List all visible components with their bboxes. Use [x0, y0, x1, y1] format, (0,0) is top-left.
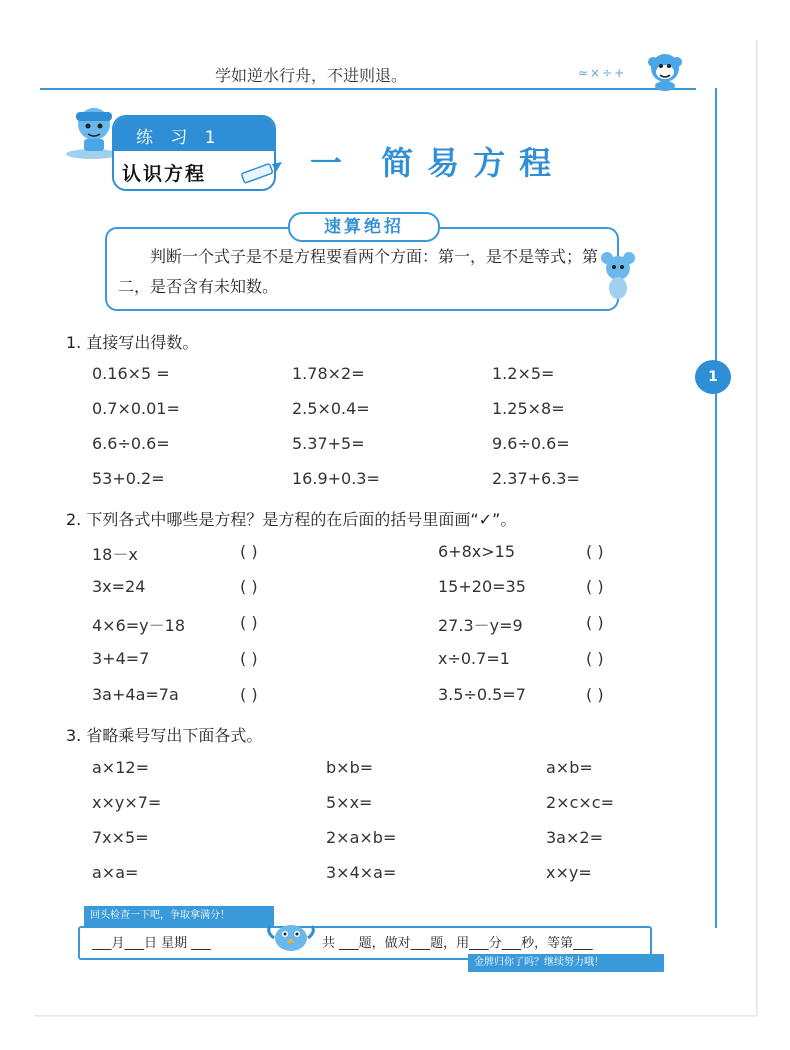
- q3-item: a×b=: [546, 758, 593, 777]
- exercise-name: 认识方程: [122, 163, 207, 185]
- mouse-mascot-icon: [596, 248, 640, 302]
- answer-paren[interactable]: ( ): [240, 649, 258, 668]
- q2-right-item: 6+8x>15: [438, 542, 515, 561]
- pencil-icon: [238, 160, 284, 186]
- q1-item: 16.9+0.3=: [292, 469, 380, 488]
- answer-paren[interactable]: ( ): [240, 685, 258, 704]
- q2-right-item: 27.3－y=9: [438, 616, 523, 635]
- answer-paren[interactable]: ( ): [240, 577, 258, 596]
- header-motto: 学如逆水行舟，不进则退。: [215, 66, 408, 85]
- q1-item: 0.7×0.01=: [92, 399, 180, 418]
- q3-item: x×y×7=: [92, 793, 162, 812]
- footer-score-fields[interactable]: 共 ___题，做对___题，用___分___秒，等第___: [322, 936, 593, 951]
- top-rule: [40, 88, 696, 90]
- q1-item: 9.6÷0.6=: [492, 434, 570, 453]
- q2-left-item: 18－x: [92, 545, 138, 564]
- q2-left-item: 3a+4a=7a: [92, 685, 179, 704]
- q1-item: 1.2×5=: [492, 364, 555, 383]
- q1-item: 2.5×0.4=: [292, 399, 370, 418]
- answer-paren[interactable]: ( ): [586, 613, 604, 632]
- q1-item: 53+0.2=: [92, 469, 165, 488]
- exercise-label: 练 习 1: [136, 128, 222, 148]
- footer-date-fields[interactable]: ___月___日 星期 ___: [92, 936, 211, 951]
- q1-item: 1.25×8=: [492, 399, 565, 418]
- tip-text: 判断一个式子是不是方程要看两个方面：第一，是不是等式；第二，是否含有未知数。: [118, 247, 599, 296]
- q3-item: 3a×2=: [546, 828, 603, 847]
- q2-right-item: 3.5÷0.5=7: [438, 685, 526, 704]
- math-decoration: ≈×÷+: [578, 66, 627, 80]
- tip-title: 速算绝招: [288, 212, 440, 242]
- q3-item: 2×c×c=: [546, 793, 614, 812]
- q2-left-item: 3+4=7: [92, 649, 150, 668]
- q2-right-item: x÷0.7=1: [438, 649, 510, 668]
- q3-item: a×12=: [92, 758, 149, 777]
- q1-item: 0.16×5 =: [92, 364, 170, 383]
- answer-paren[interactable]: ( ): [586, 685, 604, 704]
- q1-title: 1. 直接写出得数。: [66, 333, 199, 352]
- q2-title: 2. 下列各式中哪些是方程？是方程的在后面的括号里面画“✓”。: [66, 510, 517, 529]
- page-number-badge: 1: [695, 360, 731, 394]
- q3-item: 5×x=: [326, 793, 373, 812]
- chapter-title: 一 简易方程: [310, 144, 566, 182]
- monkey-mascot-icon: [640, 48, 690, 92]
- answer-paren[interactable]: ( ): [586, 649, 604, 668]
- answer-paren[interactable]: ( ): [240, 613, 258, 632]
- footer-bottom-note: 金牌归你了吗？继续努力哦！: [468, 954, 664, 972]
- q3-item: a×a=: [92, 863, 139, 882]
- q3-item: b×b=: [326, 758, 374, 777]
- q2-left-item: 3x=24: [92, 577, 146, 596]
- footer-top-note: 回头检查一下吧，争取拿满分！: [84, 906, 274, 926]
- side-rule: [715, 88, 717, 928]
- q1-item: 1.78×2=: [292, 364, 365, 383]
- q3-item: 2×a×b=: [326, 828, 397, 847]
- q1-item: 5.37+5=: [292, 434, 365, 453]
- q1-item: 2.37+6.3=: [492, 469, 580, 488]
- q3-item: 3×4×a=: [326, 863, 397, 882]
- answer-paren[interactable]: ( ): [240, 542, 258, 561]
- q3-item: 7x×5=: [92, 828, 149, 847]
- answer-paren[interactable]: ( ): [586, 577, 604, 596]
- q2-left-item: 4×6=y－18: [92, 616, 186, 635]
- q3-title: 3. 省略乘号写出下面各式。: [66, 726, 263, 745]
- answer-paren[interactable]: ( ): [586, 542, 604, 561]
- q3-item: x×y=: [546, 863, 592, 882]
- bird-mascot-icon: [264, 914, 318, 958]
- q1-item: 6.6÷0.6=: [92, 434, 170, 453]
- q2-right-item: 15+20=35: [438, 577, 526, 596]
